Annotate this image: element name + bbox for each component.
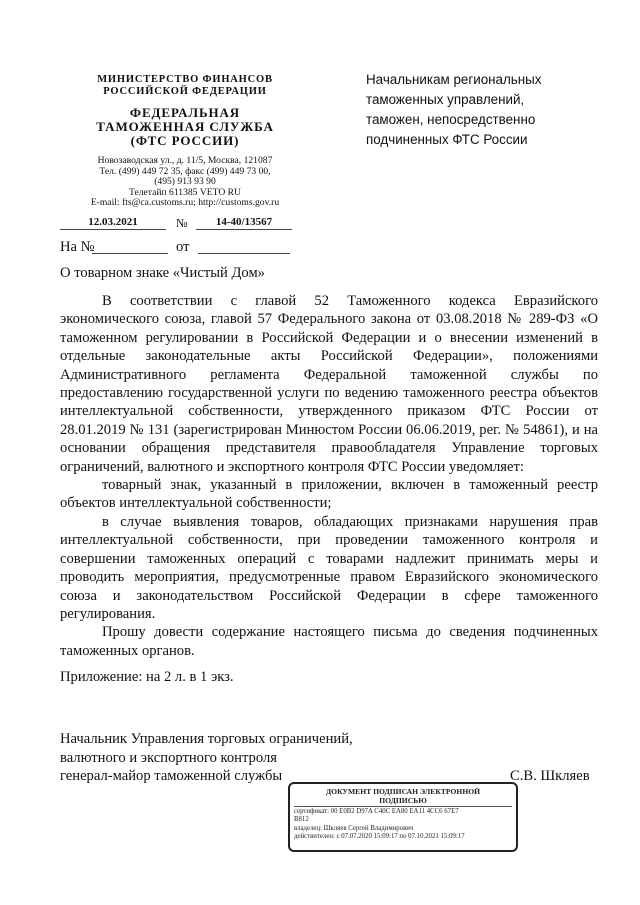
address-line-5: E-mail: fts@ca.customs.ru; http://customs.gov.ru	[90, 197, 280, 209]
address-line-3: (495) 913 93 90	[154, 176, 216, 188]
position-line-1: Начальник Управления торговых ограничений,	[60, 731, 353, 747]
electronic-signature-stamp	[288, 782, 518, 852]
service-line-1: ФЕДЕРАЛЬНАЯ	[129, 105, 241, 120]
stamp-divider	[294, 806, 512, 807]
ministry-line-1: МИНИСТЕРСТВО ФИНАНСОВ	[97, 74, 273, 85]
address-line-4: Телетайп 611385 VETO RU	[129, 186, 241, 198]
sender-address	[60, 156, 310, 209]
service-line-2: ТАМОЖЕННАЯ СЛУЖБА	[96, 119, 274, 134]
body-paragraph-2: товарный знак, указанный в приложении, включен в таможенный реестр объектов интеллектуальной собственности;	[60, 477, 598, 512]
outgoing-number: 14-40/13567	[196, 216, 292, 230]
recipient-line-3: таможен, непосредственно	[366, 112, 536, 127]
stamp-certificate-line-1: сертификат: 00 E0B2 D97A C40C EA80 EA11 4CC6 67E7	[294, 808, 459, 815]
stamp-owner: владелец: Шкляев Сергей Владимирович	[294, 824, 414, 832]
outgoing-date: 12.03.2021	[60, 216, 166, 230]
reply-from-date-line	[198, 252, 290, 254]
letter-subject: О товарном знаке «Чистый Дом»	[60, 265, 265, 281]
ministry-line-2: РОССИЙСКОЙ ФЕДЕРАЦИИ	[103, 86, 267, 97]
position-line-2: валютного и экспортного контроля	[60, 749, 277, 766]
body-paragraph-1: В соответствии с главой 52 Таможенного кодекса Евразийского экономического союза, главой 57 Федерального закона от 03.08.2018 № 289-ФЗ «О таможенном регулировании в Российской Федерации и о внесении изменений в отдельные законодательные акты Российской Федерации», положениями Административного регламента Федеральной таможенной службы по предоставлению государственной услуги по ведению таможенного реестра объектов интеллектуальной собственности, утвержденного приказом ФТС России от 28.01.2019 № 131 (зарегистрирован Минюстом России 06.06.2019, рег. № 54861), и на основании обращения представителя правообладателя Управление торговых ограничений, валютного и экспортного контроля ФТС России уведомляет:	[60, 293, 598, 475]
signatory-position	[60, 730, 380, 786]
number-sign: №	[176, 216, 188, 230]
body-paragraph-4: Прошу довести содержание настоящего письма до сведения подчиненных таможенных органов.	[60, 624, 598, 659]
reply-to-number-line	[92, 252, 168, 254]
reply-from-label: от	[176, 239, 190, 255]
recipient-block	[366, 70, 606, 150]
stamp-title-line-1: ДОКУМЕНТ ПОДПИСАН ЭЛЕКТРОННОЙ	[325, 787, 481, 796]
stamp-validity: действителен: с 07.07.2020 15:09:17 по 07.10.2021 15:09:17	[294, 833, 465, 841]
letter-body	[60, 292, 598, 660]
recipient-line-2: таможенных управлений,	[366, 92, 525, 107]
recipient-line-1: Начальникам региональных	[366, 72, 542, 87]
signatory-name: С.В. Шкляев	[510, 768, 590, 784]
body-paragraph-3: в случае выявления товаров, обладающих признаками нарушения прав интеллектуальной собственности, при проведении таможенного контроля и совершении таможенных операций с товарами надлежит принимать меры и проводить мероприятия, предусмотренные правом Евразийского экономического союза и законодательством Российской Федерации в сфере таможенного регулирования.	[60, 513, 598, 622]
stamp-certificate-line-2: B812	[294, 816, 309, 824]
attachment-note: Приложение: на 2 л. в 1 экз.	[60, 669, 234, 685]
address-line-2: Тел. (499) 449 72 35, факс (499) 449 73 00,	[99, 165, 271, 177]
reply-to-label: На №	[60, 239, 95, 255]
stamp-title-line-2: ПОДПИСЬЮ	[379, 796, 427, 805]
address-line-1: Новозаводская ул., д. 11/5, Москва, 121087	[97, 155, 273, 166]
position-line-3: генерал-майор таможенной службы	[60, 768, 283, 785]
recipient-line-4: подчиненных ФТС России	[366, 132, 528, 147]
service-line-3: (ФТС РОССИИ)	[130, 133, 240, 148]
sender-block	[60, 74, 310, 209]
